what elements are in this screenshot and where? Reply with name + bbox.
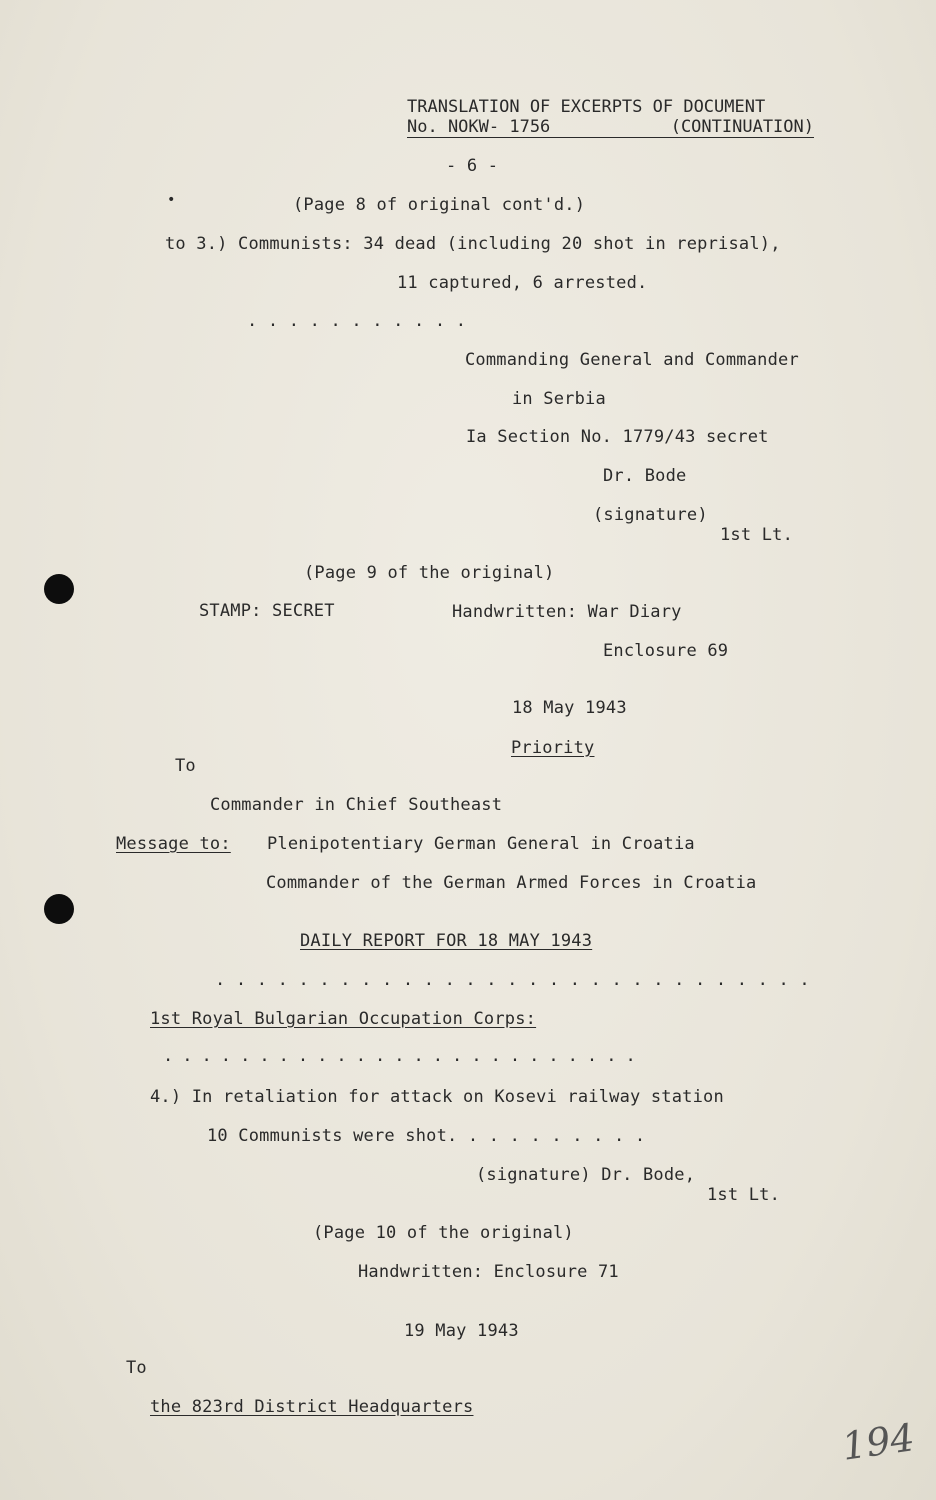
plenipotentiary: Plenipotentiary German General in Croatia [267,834,695,854]
communists-line-2: 11 captured, 6 arrested. [397,273,648,293]
header-doc-number-line [407,117,814,138]
page10-label: (Page 10 of the original) [313,1223,574,1243]
handwritten-war-diary: Handwritten: War Diary [452,602,682,622]
bulgarian-corps: 1st Royal Bulgarian Occupation Corps: [150,1009,537,1029]
ellipsis-dots-3: . . . . . . . . . . . . . . . . . . . . . . . . . [163,1046,636,1066]
in-serbia: in Serbia [512,389,606,409]
page-number: - 6 - [446,156,499,176]
date-18-may: 18 May 1943 [512,698,627,718]
enclosure-69: Enclosure 69 [603,641,729,661]
message-to-label: Message to: [116,834,231,854]
first-lt-1: 1st Lt. [720,525,794,545]
ia-section: Ia Section No. 1779/43 secret [466,427,769,447]
priority-label: Priority [511,738,595,758]
district-headquarters: the 823rd District Headquarters [150,1397,474,1417]
header-title: TRANSLATION OF EXCERPTS OF DOCUMENT [407,97,766,117]
document-header [407,97,814,138]
page8-continued: (Page 8 of original cont'd.) [293,195,586,215]
stamp-secret: STAMP: SECRET [199,601,335,621]
dr-bode-1: Dr. Bode [603,466,687,486]
communists-line-1: to 3.) Communists: 34 dead (including 20 shot in reprisal), [165,234,781,254]
commander-armed-forces: Commander of the German Armed Forces in Croatia [266,873,757,893]
header-doc-number: No. NOKW- 1756 [407,117,551,137]
ellipsis-dots-1: . . . . . . . . . . . [247,311,467,331]
punch-hole-top [44,574,74,604]
ellipsis-dots-2: . . . . . . . . . . . . . . . . . . . . . . . . . . . . . [215,970,810,990]
first-lt-2: 1st Lt. [707,1185,781,1205]
signature-1: (signature) [593,505,708,525]
handwritten-page-number: 194 [839,1415,918,1469]
to-label-1: To [175,756,196,776]
punch-hole-bottom [44,894,74,924]
commanding-general: Commanding General and Commander [465,350,799,370]
date-19-may: 19 May 1943 [404,1321,519,1341]
header-continuation: (CONTINUATION) [670,117,814,137]
retaliation-line-2: 10 Communists were shot. . . . . . . . . . [207,1126,646,1146]
bullet-mark: • [167,192,176,208]
to-label-2: To [126,1358,147,1378]
signature-2: (signature) Dr. Bode, [476,1165,696,1185]
daily-report-heading: DAILY REPORT FOR 18 MAY 1943 [300,931,593,951]
page9-label: (Page 9 of the original) [304,563,555,583]
retaliation-line-1: 4.) In retaliation for attack on Kosevi railway station [150,1087,724,1107]
commander-in-chief: Commander in Chief Southeast [210,795,503,815]
handwritten-enclosure-71: Handwritten: Enclosure 71 [358,1262,619,1282]
